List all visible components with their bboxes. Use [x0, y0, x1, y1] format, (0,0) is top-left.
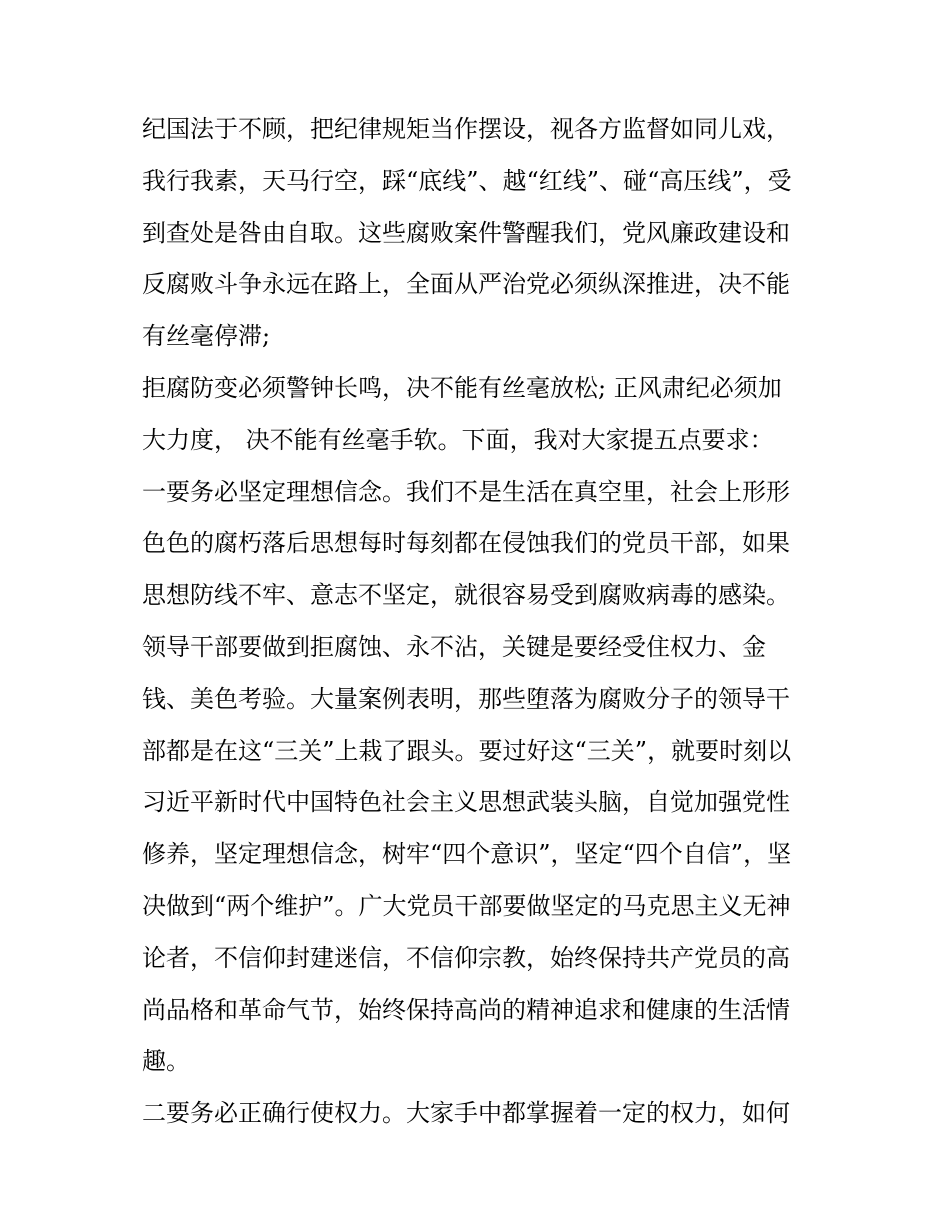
text-line: 思想防线不牢、意志不坚定，就很容易受到腐败病毒的感染。	[142, 581, 790, 610]
text-line: 拒腐防变必须警钟长鸣，决不能有丝毫放松; 正风肃纪必须加	[142, 373, 782, 402]
text-line: 钱、美色考验。大量案例表明，那些堕落为腐败分子的领导干	[142, 684, 790, 713]
text-line: 领导干部要做到拒腐蚀、永不沾，关键是要经受住权力、金	[142, 632, 766, 661]
text-line: 到查处是咎由自取。这些腐败案件警醒我们，党风廉政建设和	[142, 218, 790, 247]
text-line: 纪国法于不顾，把纪律规矩当作摆设，视各方监督如同儿戏，	[142, 115, 790, 143]
text-line: 二要务必正确行使权力。大家手中都掌握着一定的权力，如何	[142, 1099, 790, 1128]
text-line: 我行我素，天马行空，踩“底线”、越“红线”、碰“高压线”，受	[142, 166, 792, 195]
text-line: 一要务必坚定理想信念。我们不是生活在真空里，社会上形形	[142, 477, 790, 506]
text-line: 尚品格和革命气节，始终保持高尚的精神追求和健康的生活情	[142, 995, 790, 1024]
text-line: 论者，不信仰封建迷信，不信仰宗教，始终保持共产党员的高	[142, 943, 790, 972]
text-line: 大力度， 决不能有丝毫手软。下面，我对大家提五点要求：	[142, 425, 774, 454]
text-line: 习近平新时代中国特色社会主义思想武装头脑，自觉加强党性	[142, 788, 790, 817]
text-line: 修养，坚定理想信念，树牢“四个意识”，坚定“四个自信”，坚	[142, 840, 792, 869]
document-body	[142, 104, 822, 1140]
text-line: 反腐败斗争永远在路上，全面从严治党必须纵深推进，决不能	[142, 270, 790, 299]
text-line: 决做到“两个维护”。广大党员干部要做坚定的马克思主义无神	[142, 891, 791, 920]
text-line: 有丝毫停滞;	[142, 322, 271, 351]
text-line: 部都是在这“三关”上栽了跟头。要过好这“三关”，就要时刻以	[142, 736, 792, 765]
text-line: 趣。	[142, 1047, 190, 1076]
text-line: 色色的腐朽落后思想每时每刻都在侵蚀我们的党员干部，如果	[142, 529, 790, 558]
